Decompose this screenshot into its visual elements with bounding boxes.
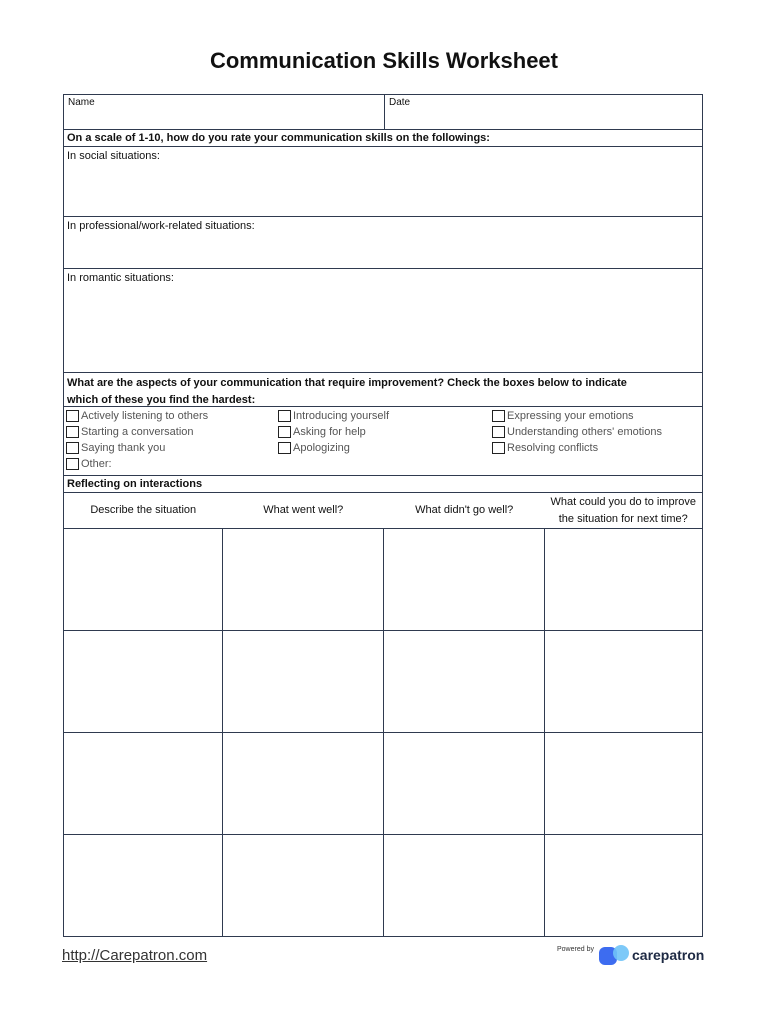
aspects-heading-line2: which of these you find the hardest: — [67, 394, 256, 406]
table-row — [64, 733, 702, 835]
checkbox-option[interactable] — [278, 426, 366, 438]
table-cell[interactable] — [223, 631, 385, 732]
checkbox-label: Saying thank you — [81, 442, 166, 454]
table-cell[interactable] — [384, 631, 545, 732]
table-cell[interactable] — [384, 529, 545, 630]
checkbox-icon[interactable] — [492, 410, 505, 422]
professional-label: In professional/work-related situations: — [67, 220, 255, 232]
name-field[interactable] — [64, 95, 385, 129]
checkbox-option[interactable] — [66, 442, 165, 454]
checkbox-icon[interactable] — [278, 442, 291, 454]
checkbox-label: Asking for help — [293, 426, 366, 438]
checkbox-icon[interactable] — [492, 426, 505, 438]
table-cell[interactable] — [384, 835, 545, 936]
checkbox-option[interactable] — [66, 410, 208, 422]
name-label: Name — [68, 97, 95, 108]
romantic-field[interactable] — [64, 269, 702, 373]
table-cell[interactable] — [545, 631, 703, 732]
checkbox-option[interactable] — [492, 442, 598, 454]
checkbox-label: Introducing yourself — [293, 410, 389, 422]
checkbox-label: Resolving conflicts — [507, 442, 599, 454]
table-row — [64, 835, 702, 936]
checkbox-label: Expressing your emotions — [507, 410, 634, 422]
carepatron-logo — [598, 944, 704, 966]
table-row — [64, 529, 702, 631]
column-header: What could you do to improve the situation for next time? — [550, 495, 696, 525]
table-cell[interactable] — [545, 835, 703, 936]
romantic-label: In romantic situations: — [67, 272, 174, 284]
checkbox-option[interactable] — [278, 442, 350, 454]
carepatron-link[interactable]: http://Carepatron.com — [62, 947, 208, 964]
table-cell[interactable] — [384, 733, 545, 834]
checkbox-icon[interactable] — [278, 410, 291, 422]
table-cell[interactable] — [64, 631, 223, 732]
reflect-table-body — [64, 529, 702, 936]
date-field[interactable] — [385, 95, 702, 129]
checkbox-icon[interactable] — [66, 442, 79, 454]
checkbox-option[interactable] — [66, 458, 112, 470]
table-cell[interactable] — [64, 529, 223, 630]
table-cell[interactable] — [545, 529, 703, 630]
aspects-heading — [64, 373, 702, 407]
name-date-row — [64, 95, 702, 130]
checkbox-label: Other: — [81, 458, 112, 470]
column-header: What didn't go well? — [415, 504, 514, 516]
column-header: Describe the situation — [90, 504, 197, 516]
table-row — [64, 631, 702, 733]
rating-heading: On a scale of 1-10, how do you rate your communication skills on the followings: — [64, 130, 702, 147]
table-cell[interactable] — [64, 733, 223, 834]
checkbox-icon[interactable] — [278, 426, 291, 438]
checkbox-icon[interactable] — [66, 410, 79, 422]
checkbox-label: Starting a conversation — [81, 426, 194, 438]
checkbox-option[interactable] — [492, 426, 662, 438]
table-cell[interactable] — [223, 733, 385, 834]
column-header: What went well? — [263, 504, 344, 516]
checkbox-label: Apologizing — [293, 442, 350, 454]
checkbox-icon[interactable] — [66, 458, 79, 470]
date-label: Date — [389, 97, 411, 108]
aspects-checklist — [64, 407, 702, 476]
powered-by-label: Powered by — [557, 946, 594, 953]
aspects-heading-line1: What are the aspects of your communication that require improvement? Check the boxes below to indicate — [67, 377, 627, 389]
checkbox-label: Actively listening to others — [81, 410, 209, 422]
table-cell[interactable] — [223, 529, 385, 630]
carepatron-logo-text: carepatron — [632, 947, 705, 963]
checkbox-option[interactable] — [66, 426, 194, 438]
checkbox-option[interactable] — [278, 410, 389, 422]
checkbox-icon[interactable] — [66, 426, 79, 438]
worksheet-form — [63, 94, 703, 937]
table-cell[interactable] — [64, 835, 223, 936]
table-cell[interactable] — [223, 835, 385, 936]
checkbox-icon[interactable] — [492, 442, 505, 454]
social-label: In social situations: — [67, 150, 160, 162]
reflect-table-header — [64, 493, 702, 529]
checkbox-option[interactable] — [492, 410, 634, 422]
professional-field[interactable] — [64, 217, 702, 269]
table-cell[interactable] — [545, 733, 703, 834]
checkbox-label: Understanding others' emotions — [507, 426, 662, 438]
reflect-heading: Reflecting on interactions — [64, 476, 702, 493]
social-field[interactable] — [64, 147, 702, 217]
worksheet-title: Communication Skills Worksheet — [209, 48, 558, 73]
carepatron-logo-icon — [598, 944, 630, 966]
